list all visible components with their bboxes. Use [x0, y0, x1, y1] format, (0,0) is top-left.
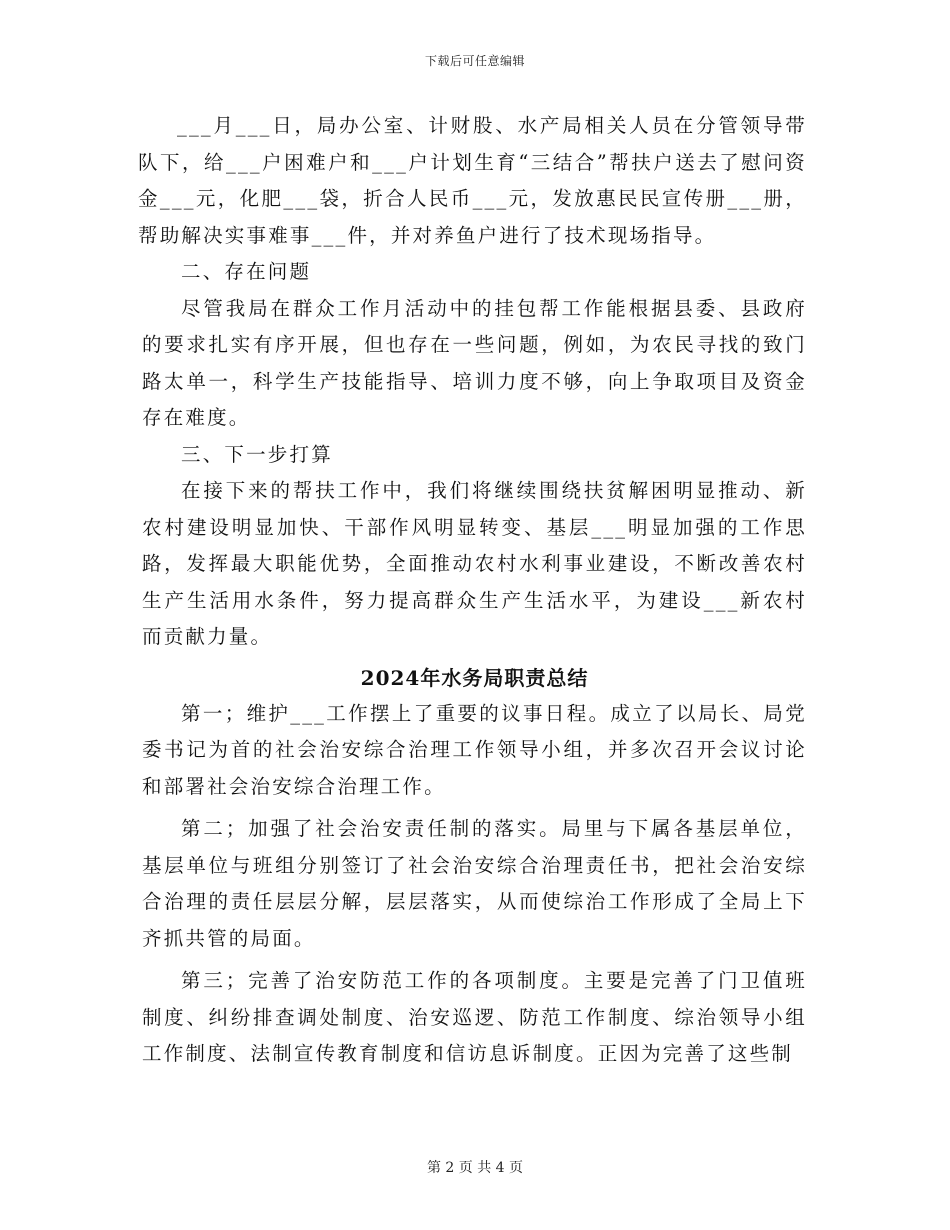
document-title: 2024年水务局职责总结: [360, 665, 589, 690]
paragraph-first: 第一；维护___工作摆上了重要的议事日程。成立了以局长、局党委书记为首的社会治安综合治理工作领导小组，并多次召开会议讨论和部署社会治安综合治理工作。: [142, 701, 807, 798]
section-heading-next-steps: 三、下一步打算: [181, 442, 333, 466]
paragraph-second: 第二；加强了社会治安责任制的落实。局里与下属各基层单位，基层单位与班组分别签订了社会治安综合治理责任书，把社会治安综合治理的责任层层分解，层层落实，从而使综治工作形成了全局上下齐抓共管的局面。: [142, 817, 807, 950]
page-footer: 第 2 页 共 4 页: [426, 1160, 524, 1176]
paragraph-next-steps: 在接下来的帮扶工作中，我们将继续围绕扶贫解困明显推动、新农村建设明显加快、干部作风明显转变、基层___明显加强的工作思路，发挥最大职能优势，全面推动农村水利事业建设，不断改善农村生产生活用水条件，努力提高群众生产生活水平，为建设___新农村而贡献力量。: [142, 479, 807, 648]
paragraph-problems: 尽管我局在群众工作月活动中的挂包帮工作能根据县委、县政府的要求扎实有序开展，但也存在一些问题，例如，为农民寻找的致门路太单一，科学生产技能指导、培训力度不够，向上争取项目及资金存在难度。: [142, 296, 807, 429]
paragraph-third: 第三；完善了治安防范工作的各项制度。主要是完善了门卫值班制度、纠纷排查调处制度、治安巡逻、防范工作制度、综治领导小组工作制度、法制宣传教育制度和信访息诉制度。正因为完善了这些制: [142, 969, 807, 1065]
paragraph-intro: ___月___日，局办公室、计财股、水产局相关人员在分管领导带队下，给___户困难户和___户计划生育“三结合”帮扶户送去了慰问资金___元，化肥___袋，折合人民币___元，发放惠民民宣传册___册，帮助解决实事难事___件，并对养鱼户进行了技术现场指导。: [138, 114, 807, 247]
page-header: 下载后可任意编辑: [424, 54, 525, 68]
section-heading-problems: 二、存在问题: [181, 260, 312, 283]
document-body: [138, 108, 807, 1073]
